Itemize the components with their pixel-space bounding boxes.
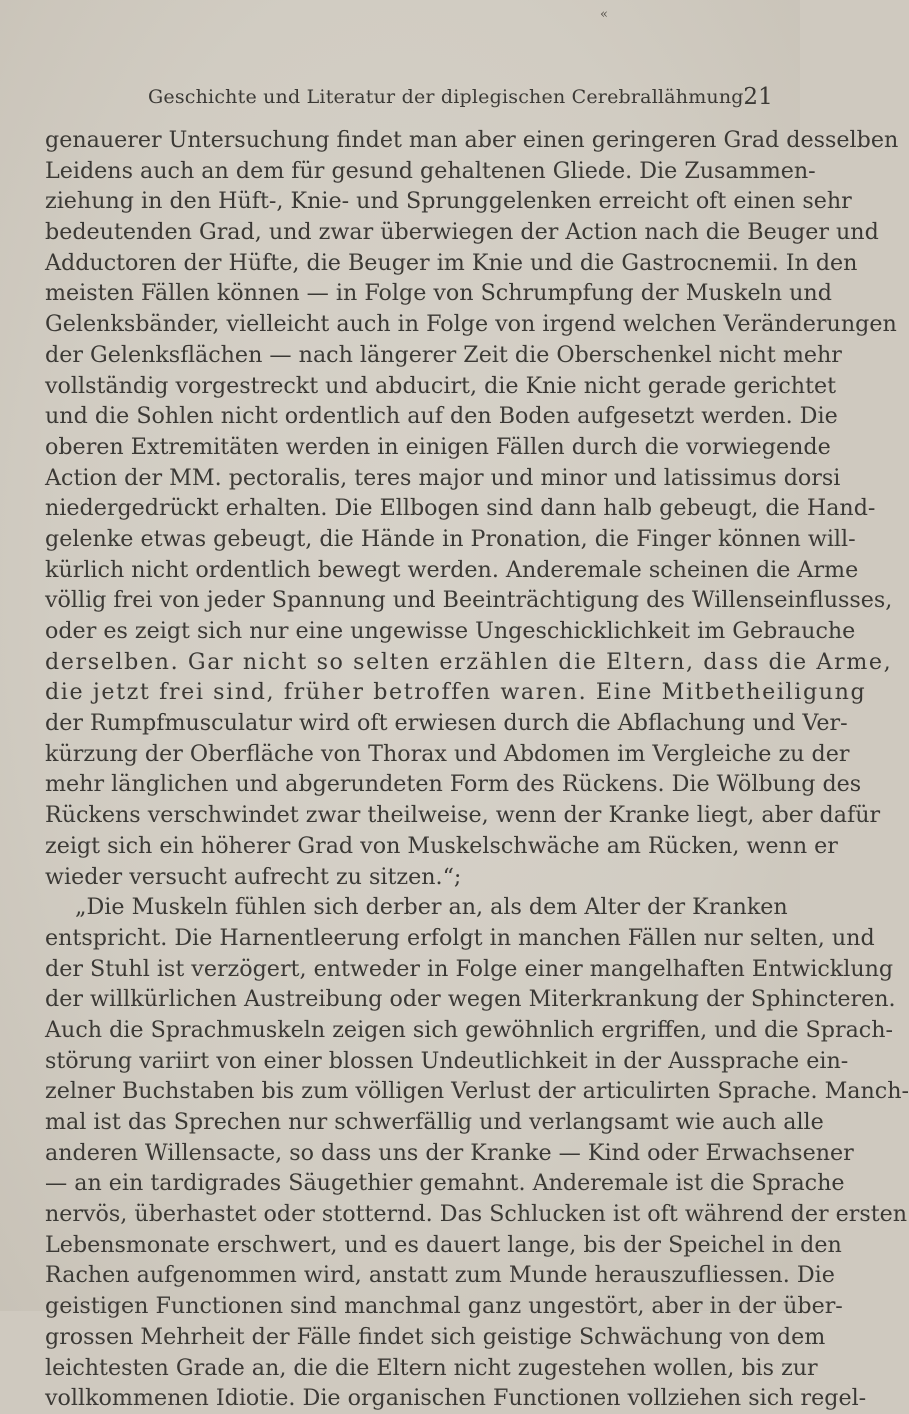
text-line: „Die Muskeln fühlen sich derber an, als dem Alter der Kranken bbox=[75, 894, 788, 921]
text-line: kürlich nicht ordentlich bewegt werden. Anderemale scheinen die Arme bbox=[45, 556, 859, 583]
text-line: derselben. Gar nicht so selten erzählen die Eltern, dass die Arme, bbox=[45, 648, 893, 675]
text-line: oberen Extremitäten werden in einigen Fällen durch die vorwiegende bbox=[45, 433, 831, 460]
text-line: störung variirt von einer blossen Undeutlichkeit in der Aussprache ein- bbox=[45, 1047, 849, 1074]
body-text bbox=[45, 125, 909, 1414]
text-line: Adductoren der Hüfte, die Beuger im Knie und die Gastrocnemii. In den bbox=[45, 249, 858, 276]
text-line: grossen Mehrheit der Fälle findet sich geistige Schwächung von dem bbox=[45, 1323, 826, 1350]
text-line: Rückens verschwindet zwar theilweise, wenn der Kranke liegt, aber dafür bbox=[45, 802, 881, 829]
text-line: die jetzt frei sind, früher betroffen waren. Eine Mitbetheiligung bbox=[45, 679, 867, 706]
text-line: zeigt sich ein höherer Grad von Muskelschwäche am Rücken, wenn er bbox=[45, 832, 838, 859]
text-line: der Rumpfmusculatur wird oft erwiesen durch die Abflachung und Ver- bbox=[45, 710, 848, 737]
text-line: Auch die Sprachmuskeln zeigen sich gewöhnlich ergriffen, und die Sprach- bbox=[45, 1016, 894, 1043]
text-line: genauerer Untersuchung findet man aber einen geringeren Grad desselben bbox=[45, 127, 899, 153]
text-line: meisten Fällen können — in Folge von Schrumpfung der Muskeln und bbox=[45, 280, 832, 307]
text-line: leichtesten Grade an, die die Eltern nicht zugestehen wollen, bis zur bbox=[45, 1354, 818, 1381]
text-line: Rachen aufgenommen wird, anstatt zum Munde herauszufliessen. Die bbox=[45, 1262, 835, 1289]
text-line: niedergedrückt erhalten. Die Ellbogen sind dann halb gebeugt, die Hand- bbox=[45, 495, 876, 522]
text-line: der Gelenksflächen — nach längerer Zeit die Oberschenkel nicht mehr bbox=[45, 341, 842, 368]
text-line: entspricht. Die Harnentleerung erfolgt in manchen Fällen nur selten, und bbox=[45, 924, 875, 951]
text-line: ziehung in den Hüft-, Knie- und Sprunggelenken erreicht oft einen sehr bbox=[45, 188, 852, 215]
text-line: Gelenksbänder, vielleicht auch in Folge von irgend welchen Veränderungen bbox=[45, 311, 897, 338]
text-line: Action der MM. pectoralis, teres major und minor und latissimus dorsi bbox=[45, 464, 841, 491]
text-line: mehr länglichen und abgerundeten Form des Rückens. Die Wölbung des bbox=[45, 771, 862, 798]
text-line: wieder versucht aufrecht zu sitzen.“; bbox=[45, 863, 462, 890]
page-number: 21 bbox=[743, 84, 773, 110]
text-line: oder es zeigt sich nur eine ungewisse Ungeschicklichkeit im Gebrauche bbox=[45, 618, 856, 644]
text-line: vollständig vorgestreckt und abducirt, die Knie nicht gerade gerichtet bbox=[45, 372, 837, 399]
corner-mark: « bbox=[600, 7, 608, 22]
text-line: der willkürlichen Austreibung oder wegen Miterkrankung der Sphincteren. bbox=[45, 986, 896, 1013]
text-line: zelner Buchstaben bis zum völligen Verlust der articulirten Sprache. Manch- bbox=[45, 1078, 909, 1105]
text-line: Leidens auch an dem für gesund gehaltenen Gliede. Die Zusammen- bbox=[45, 157, 816, 184]
running-head-title: Geschichte und Literatur der diplegischen Cerebrallähmung. bbox=[148, 86, 750, 108]
text-line: Lebensmonate erschwert, und es dauert lange, bis der Speichel in den bbox=[45, 1231, 842, 1258]
text-line: nervös, überhastet oder stotternd. Das Schlucken ist oft während der ersten bbox=[45, 1201, 908, 1228]
text-line: anderen Willensacte, so dass uns der Kranke — Kind oder Erwachsener bbox=[45, 1139, 854, 1166]
text-line: — an ein tardigrades Säugethier gemahnt. Anderemale ist die Sprache bbox=[45, 1170, 845, 1197]
text-line: völlig frei von jeder Spannung und Beeinträchtigung des Willenseinflusses, bbox=[45, 587, 893, 614]
text-line: vollkommenen Idiotie. Die organischen Functionen vollziehen sich regel- bbox=[45, 1385, 867, 1412]
text-line: mal ist das Sprechen nur schwerfällig und verlangsamt wie auch alle bbox=[45, 1109, 824, 1135]
text-line: bedeutenden Grad, und zwar überwiegen der Action nach die Beuger und bbox=[45, 219, 879, 246]
text-line: der Stuhl ist verzögert, entweder in Folge einer mangelhaften Entwicklung bbox=[45, 955, 894, 982]
text-line: geistigen Functionen sind manchmal ganz ungestört, aber in der über- bbox=[45, 1293, 843, 1320]
running-head bbox=[148, 84, 778, 114]
text-line: gelenke etwas gebeugt, die Hände in Pronation, die Finger können will- bbox=[45, 525, 856, 552]
text-line: und die Sohlen nicht ordentlich auf den Boden aufgesetzt werden. Die bbox=[45, 403, 838, 430]
text-line: kürzung der Oberfläche von Thorax und Abdomen im Vergleiche zu der bbox=[45, 740, 850, 767]
